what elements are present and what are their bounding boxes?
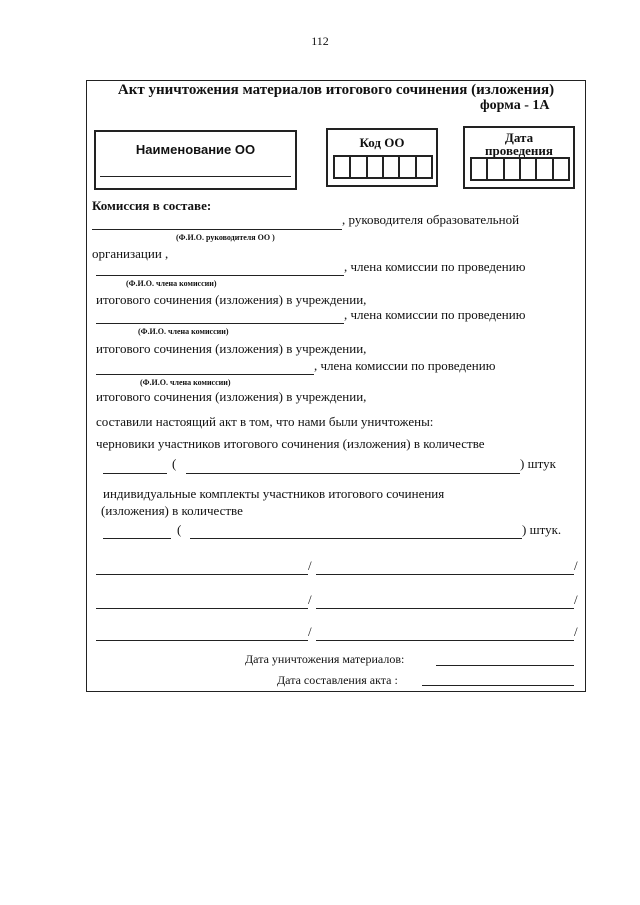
destroy-date-line	[436, 665, 574, 666]
code-cells	[333, 155, 431, 179]
commission-label: Комиссия в составе:	[92, 198, 212, 213]
head-name-line	[92, 229, 342, 230]
kits-text-1: индивидуальные комплекты участников итогового сочинения	[103, 486, 445, 501]
organization-code-label: Код ОО	[359, 135, 405, 150]
page-number: 112	[311, 34, 329, 48]
organization-name-label: Наименование ОО	[135, 142, 256, 157]
destroy-date-label: Дата уничтожения материалов:	[245, 652, 405, 666]
signature-slash: /	[574, 558, 578, 573]
member2-name-line	[96, 323, 344, 324]
signature-sign-line	[316, 608, 574, 609]
signature-slash: /	[308, 624, 312, 639]
organization-code-box	[326, 128, 438, 187]
member3-role-text: , члена комиссии по проведению	[314, 358, 496, 373]
compile-date-line	[422, 685, 574, 686]
code-cell	[415, 155, 433, 179]
date-label-line2: проведения	[485, 143, 553, 158]
date-label-line1: Дата	[504, 130, 534, 145]
drafts-count-line	[103, 473, 167, 474]
member2-caption: (Ф.И.О. члена комиссии)	[138, 327, 229, 336]
signature-name-line	[96, 640, 308, 641]
signature-sign-line	[316, 574, 574, 575]
signature-name-line	[96, 608, 308, 609]
signature-slash: /	[308, 592, 312, 607]
drafts-text: черновики участников итогового сочинения (изложения) в количестве	[96, 436, 485, 451]
signature-sign-line	[316, 640, 574, 641]
signature-slash: /	[574, 624, 578, 639]
head-role-text: , руководителя образовательной	[342, 212, 520, 227]
member1-continuation: итогового сочинения (изложения) в учреждении,	[96, 292, 367, 307]
kits-close: ) штук.	[522, 522, 562, 537]
kits-words-line	[190, 538, 522, 539]
signature-slash: /	[308, 558, 312, 573]
member1-role-text: , члена комиссии по проведению	[344, 259, 526, 274]
signature-slash: /	[574, 592, 578, 607]
act-statement: составили настоящий акт в том, что нами были уничтожены:	[96, 414, 434, 429]
member3-continuation: итогового сочинения (изложения) в учреждении,	[96, 389, 367, 404]
member3-name-line	[96, 374, 314, 375]
kits-text-2: (изложения) в количестве	[101, 503, 243, 518]
kits-count-line	[103, 538, 171, 539]
form-title: Акт уничтожения материалов итогового сочинения (изложения)	[117, 82, 555, 98]
compile-date-label: Дата составления акта :	[277, 673, 398, 687]
signature-name-line	[96, 574, 308, 575]
organization-text: организации ,	[92, 246, 169, 261]
member2-role-text: , члена комиссии по проведению	[344, 307, 526, 322]
member2-continuation: итогового сочинения (изложения) в учреждении,	[96, 341, 367, 356]
drafts-open-paren: (	[172, 456, 177, 471]
organization-name-line	[100, 176, 291, 177]
drafts-close: ) штук	[520, 456, 556, 471]
member1-caption: (Ф.И.О. члена комиссии)	[126, 279, 217, 288]
member1-name-line	[96, 275, 344, 276]
date-cell	[552, 157, 570, 181]
organization-name-box	[94, 130, 297, 190]
head-caption: (Ф.И.О. руководителя ОО )	[176, 233, 275, 242]
date-box	[463, 126, 575, 189]
form-number: форма - 1А	[480, 98, 550, 113]
drafts-words-line	[186, 473, 520, 474]
date-cells	[470, 157, 568, 181]
kits-open-paren: (	[177, 522, 182, 537]
member3-caption: (Ф.И.О. члена комиссии)	[140, 378, 231, 387]
